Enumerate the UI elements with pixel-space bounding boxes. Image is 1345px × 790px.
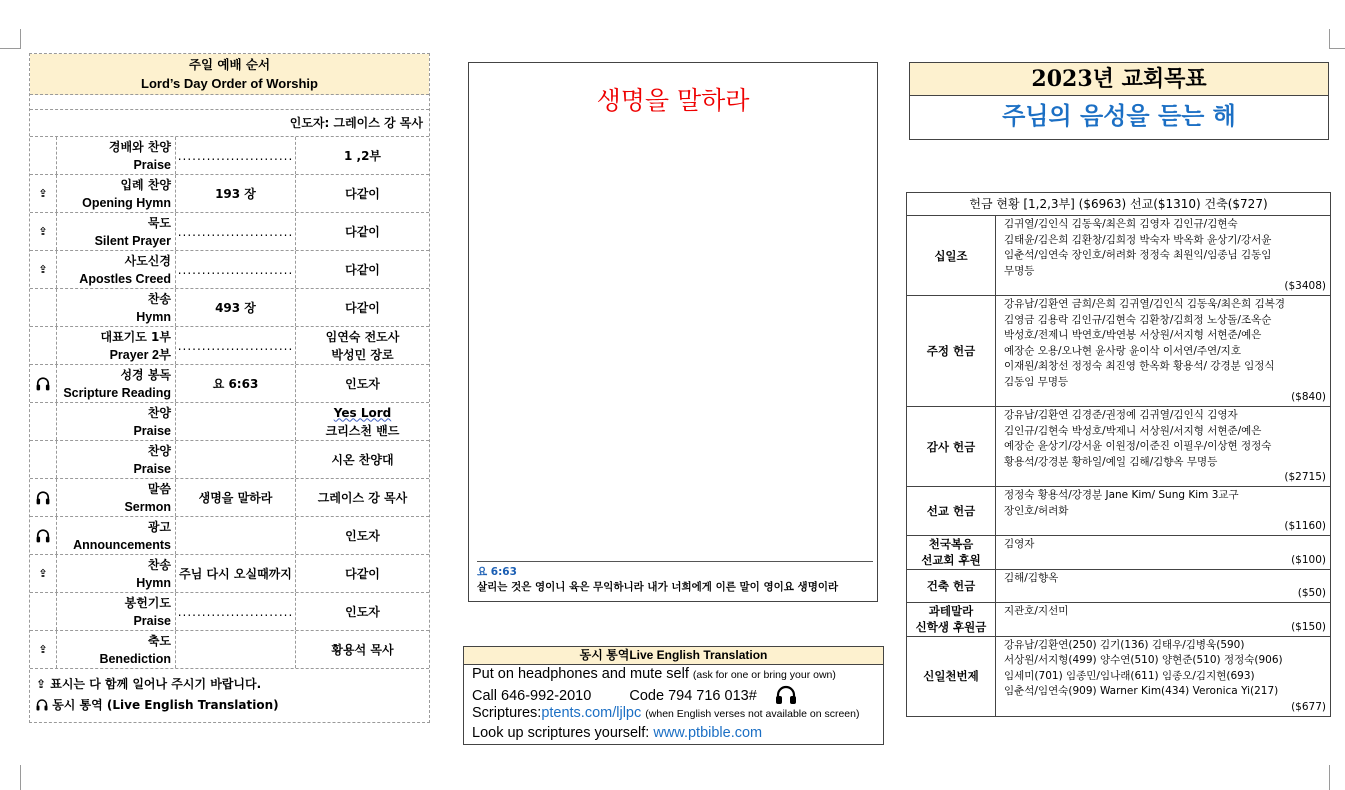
offering-donors xyxy=(996,570,1330,603)
worship-row xyxy=(30,441,429,479)
row-name-cell xyxy=(57,365,176,402)
crop-mark xyxy=(1329,765,1330,790)
row-name-ko: 성경 봉독 xyxy=(120,367,171,382)
row-detail: 주님 다시 오실때까지 xyxy=(176,555,296,592)
row-detail xyxy=(176,517,296,554)
call-info xyxy=(464,685,883,705)
row-name-en: Hymn xyxy=(136,309,171,324)
row-name-cell xyxy=(57,175,176,212)
row-detail xyxy=(176,441,296,478)
worship-row xyxy=(30,555,429,593)
row-name-en: Praise xyxy=(133,461,171,476)
offering-donor-line: 무명등 xyxy=(1004,264,1035,277)
offering-donors xyxy=(996,296,1330,406)
row-name-cell xyxy=(57,631,176,668)
row-name-cell xyxy=(57,403,176,440)
row-leader-cell xyxy=(296,441,429,478)
row-name-en: Opening Hymn xyxy=(82,195,171,210)
headphone-icon xyxy=(36,699,48,711)
row-name-ko: 봉헌기도 xyxy=(124,595,171,610)
worship-row xyxy=(30,479,429,517)
row-name-ko: 광고 xyxy=(147,519,171,534)
offering-donor-line: 강유남/김환연(250) 김기(136) 김태우/김병욱(590) xyxy=(1004,638,1245,651)
sermon-title: 생명을 말하라 xyxy=(596,86,750,115)
offering-donor-line: 지관호/지선미 xyxy=(1004,605,1069,617)
scriptures-link[interactable]: ptents.com/ljlpc xyxy=(541,705,642,721)
worship-title-en: Lord’s Day Order of Worship xyxy=(141,76,318,91)
row-name-ko: 찬송 xyxy=(147,291,171,306)
stand-icon: ⇪ xyxy=(38,187,48,200)
call-number: Call 646-992-2010 xyxy=(472,687,592,704)
row-detail: 요 6:63 xyxy=(176,365,296,402)
row-name-en: Scripture Reading xyxy=(63,385,171,400)
crop-mark xyxy=(20,29,21,49)
row-icon-cell xyxy=(30,289,57,326)
worship-row-person: Yes Lord xyxy=(333,405,392,420)
row-icon-cell xyxy=(30,555,57,592)
offering-table xyxy=(906,192,1331,717)
offering-category-line: 과테말라 xyxy=(928,604,974,619)
translation-note-text: 동시 통역 (Live English Translation) xyxy=(52,698,279,712)
row-name-cell xyxy=(57,251,176,288)
row-leader-cell xyxy=(296,631,429,668)
worship-row-person: 인도자 xyxy=(345,376,380,391)
bible-link[interactable]: www.ptbible.com xyxy=(653,724,763,741)
row-icon-cell xyxy=(30,403,57,440)
stand-icon: ⇪ xyxy=(38,225,48,238)
stand-icon: ⇪ xyxy=(36,677,47,691)
offering-row xyxy=(907,487,1330,536)
offering-donor-line: 임춘석/임연숙(909) Warner Kim(434) Veronica Yi(217) xyxy=(1004,685,1279,697)
offering-donor-line: 김인규/김현숙 박성호/박제니 서상원/서지형 서현준/예은 xyxy=(1004,424,1262,437)
verse-text: 살리는 것은 영이니 육은 무익하니라 내가 너희에게 이른 말이 영이요 생명이라 xyxy=(477,581,839,593)
row-name-en: Benediction xyxy=(99,651,171,666)
worship-row xyxy=(30,213,429,251)
call-code: Code 794 716 013# xyxy=(629,687,757,704)
offering-amount: ($150) xyxy=(1291,620,1326,633)
row-name-en: Praise xyxy=(133,157,171,172)
worship-row-person: 인도자 xyxy=(345,604,380,619)
worship-row-person: 다같이 xyxy=(345,224,380,239)
worship-title-ko: 주일 예배 순서 xyxy=(188,57,271,72)
row-name-ko: 찬송 xyxy=(147,557,171,572)
row-name-cell xyxy=(57,289,176,326)
row-leader-cell xyxy=(296,175,429,212)
headphone-icon xyxy=(775,685,797,705)
row-detail: ........................ xyxy=(176,137,296,174)
row-name-cell xyxy=(57,441,176,478)
offering-donor-line: 장인호/허려화 xyxy=(1004,504,1069,517)
offering-donor-line: 예장순 윤상기/강서윤 이원정/이준진 이필우/이상현 정정숙 xyxy=(1004,440,1272,452)
row-name-cell xyxy=(57,137,176,174)
row-icon-cell xyxy=(30,251,57,288)
worship-row xyxy=(30,251,429,289)
row-icon-cell xyxy=(30,631,57,668)
row-name-cell xyxy=(57,327,176,364)
worship-row xyxy=(30,593,429,631)
offering-amount: ($50) xyxy=(1297,587,1326,599)
worship-row xyxy=(30,403,429,441)
offering-category-line: 신일천번제 xyxy=(923,669,979,683)
offering-row xyxy=(907,536,1330,570)
offering-donor-line: 예장순 오용/오나현 윤사랑 윤이삭 이서연/주연/지호 xyxy=(1004,344,1241,357)
offering-category-line: 천국복음 xyxy=(928,537,974,552)
stand-icon: ⇪ xyxy=(38,643,48,656)
crop-mark xyxy=(0,48,20,49)
crop-mark xyxy=(20,765,21,790)
row-detail xyxy=(176,631,296,668)
row-leader-cell xyxy=(296,593,429,630)
offering-category-line: 주정 헌금 xyxy=(926,344,976,358)
offering-category xyxy=(907,637,996,716)
offering-category-line: 선교 헌금 xyxy=(926,504,976,518)
headphone-icon xyxy=(36,529,50,543)
headphone-icon xyxy=(36,491,50,505)
row-name-ko: 사도신경 xyxy=(124,253,171,268)
spacer-row xyxy=(30,95,429,110)
verse-reference: 요 6:63 xyxy=(477,566,517,578)
worship-row xyxy=(30,327,429,365)
live-translation-header: 동시 통역Live English Translation xyxy=(464,647,883,665)
row-icon-cell xyxy=(30,175,57,212)
stand-note xyxy=(36,674,423,695)
offering-donor-line: 임춘석/임연숙 장인호/허려화 정정숙 최원익/임종님 김동임 xyxy=(1004,249,1272,261)
offering-category-line: 신학생 후원금 xyxy=(915,620,987,635)
worship-row-person: 박성민 장로 xyxy=(331,347,394,362)
offering-donor-line: 강유남/김환연 금희/은희 김귀열/김인식 김동욱/최은희 김복경 xyxy=(1004,298,1286,310)
offering-category-line: 건축 헌금 xyxy=(926,578,976,593)
offering-donor-line: 김영금 김용락 김인규/김현숙 김환창/김희정 노상돌/조옥순 xyxy=(1004,313,1272,326)
row-detail: ........................ xyxy=(176,251,296,288)
worship-row xyxy=(30,631,429,669)
offering-donor-line: 김동임 무명등 xyxy=(1004,375,1069,388)
worship-row-person: 1 ,2부 xyxy=(343,148,382,163)
row-leader-cell xyxy=(296,403,429,440)
worship-row-person: 다같이 xyxy=(345,300,380,315)
row-icon-cell xyxy=(30,441,57,478)
bible-link-line xyxy=(464,724,883,744)
row-leader-cell xyxy=(296,251,429,288)
row-name-ko: 입례 찬양 xyxy=(120,177,171,192)
offering-donor-line: 김귀열/김인식 김동욱/최은희 김영자 김인규/김현숙 xyxy=(1004,218,1238,230)
offering-amount: ($3408) xyxy=(1284,280,1326,292)
offering-category xyxy=(907,407,996,486)
offering-donors xyxy=(996,487,1330,535)
row-name-en: Apostles Creed xyxy=(79,271,171,286)
row-name-en: Praise xyxy=(133,613,171,628)
offering-donors xyxy=(996,603,1330,636)
row-name-cell xyxy=(57,555,176,592)
offering-donor-line: 김해/김향옥 xyxy=(1004,571,1059,584)
worship-row-person: 황용석 목사 xyxy=(331,642,394,657)
row-leader-cell xyxy=(296,555,429,592)
sermon-box xyxy=(468,62,878,602)
row-name-ko: 묵도 xyxy=(147,215,171,230)
offering-row xyxy=(907,296,1330,407)
row-leader-cell xyxy=(296,479,429,516)
offering-amount: ($840) xyxy=(1291,391,1326,403)
row-icon-cell xyxy=(30,213,57,250)
worship-row-person: 크리스천 밴드 xyxy=(325,423,400,438)
bible-label: Look up scriptures yourself: xyxy=(472,724,650,741)
crop-mark xyxy=(1330,48,1345,49)
offering-donor-line: 정정숙 황용석/강경분 Jane Kim/ Sung Kim 3교구 xyxy=(1004,489,1239,501)
row-detail: ........................ xyxy=(176,593,296,630)
row-leader-cell xyxy=(296,517,429,554)
row-detail xyxy=(176,403,296,440)
offering-donor-line: 박성호/전제니 박연호/박연봉 서상원/서지형 서현준/예은 xyxy=(1004,329,1262,341)
worship-row-person: 다같이 xyxy=(345,566,380,581)
row-detail: ........................ xyxy=(176,327,296,364)
offering-row xyxy=(907,603,1330,637)
row-leader-cell xyxy=(296,213,429,250)
worship-row-person: 시온 찬양대 xyxy=(331,452,394,467)
crop-mark xyxy=(1329,29,1330,49)
offering-donors xyxy=(996,536,1330,569)
worship-rows xyxy=(30,137,429,669)
row-icon-cell xyxy=(30,517,57,554)
offering-category xyxy=(907,487,996,535)
offering-donor-line: 황용석/강경분 황하일/예일 김해/김향옥 무명등 xyxy=(1004,455,1218,468)
scriptures-label: Scriptures: xyxy=(472,705,542,721)
offering-donors xyxy=(996,407,1330,486)
offering-donor-line: 강유남/김환연 김경준/권정예 김귀열/김인식 김영자 xyxy=(1004,409,1238,421)
offering-donor-line: 김영자 xyxy=(1004,538,1035,550)
translation-note xyxy=(36,695,423,716)
row-name-en: Praise xyxy=(133,423,171,438)
offering-amount: ($1160) xyxy=(1284,520,1326,532)
offering-category-line: 선교회 후원 xyxy=(921,553,981,568)
headphone-icon xyxy=(36,377,50,391)
row-icon-cell xyxy=(30,365,57,402)
offering-donor-line: 임세미(701) 임종민/임나래(611) 임종오/김지현(693) xyxy=(1004,669,1255,682)
row-name-en: Announcements xyxy=(73,537,171,552)
row-name-en: Hymn xyxy=(136,575,171,590)
row-leader-cell xyxy=(296,365,429,402)
worship-row-person: 인도자 xyxy=(345,528,380,543)
row-name-cell xyxy=(57,479,176,516)
goal-theme: 주님의 음성을 듣는 해 xyxy=(1002,102,1236,130)
worship-row xyxy=(30,289,429,327)
worship-leader: 인도자: 그레이스 강 목사 xyxy=(30,110,429,137)
row-icon-cell xyxy=(30,327,57,364)
row-icon-cell xyxy=(30,593,57,630)
row-name-cell xyxy=(57,517,176,554)
row-name-ko: 찬양 xyxy=(147,405,171,420)
offering-row xyxy=(907,637,1330,716)
offering-donor-line: 서상원/서지형(499) 양수연(510) 양현준(510) 정정숙(906) xyxy=(1004,654,1283,666)
stand-icon: ⇪ xyxy=(38,567,48,580)
worship-row-person: 임연숙 전도사 xyxy=(325,329,400,344)
instruction-note: (ask for one or bring your own) xyxy=(692,669,836,681)
row-name-en: Sermon xyxy=(124,499,171,514)
worship-footnote xyxy=(30,669,429,722)
offering-row xyxy=(907,570,1330,604)
stand-note-text: 표시는 다 함께 일어나 주시기 바랍니다. xyxy=(50,677,262,691)
stand-icon: ⇪ xyxy=(38,263,48,276)
row-name-en: Prayer 2부 xyxy=(109,347,171,362)
instruction-main: Put on headphones and mute self xyxy=(472,666,689,682)
row-name-en: Silent Prayer xyxy=(94,233,171,248)
row-detail: 생명을 말하라 xyxy=(176,479,296,516)
offering-amount: ($677) xyxy=(1291,700,1326,713)
row-leader-cell xyxy=(296,289,429,326)
row-name-ko: 경배와 찬양 xyxy=(108,139,171,154)
worship-title xyxy=(30,54,429,95)
offering-amount: ($2715) xyxy=(1284,471,1326,483)
scriptures-note: (when English verses not available on screen) xyxy=(645,708,860,720)
offering-category-line: 십일조 xyxy=(934,248,968,263)
worship-row-person: 다같이 xyxy=(345,262,380,277)
row-detail: 493 장 xyxy=(176,289,296,326)
offering-category xyxy=(907,296,996,406)
headphone-instruction xyxy=(464,665,883,685)
church-goal-box xyxy=(909,62,1329,140)
worship-row-person: 그레이스 강 목사 xyxy=(317,490,408,505)
offering-header: 헌금 현황 [1,2,3부] ($6963) 선교($1310) 건축($727) xyxy=(907,193,1330,216)
worship-row-person: 다같이 xyxy=(345,186,380,201)
row-name-ko: 말씀 xyxy=(147,481,171,496)
row-detail: 193 장 xyxy=(176,175,296,212)
offering-row xyxy=(907,407,1330,487)
offering-row xyxy=(907,216,1330,296)
row-name-cell xyxy=(57,213,176,250)
offering-donor-line: 이재원/최창선 정정숙 최진영 한옥화 황용석/ 강경분 임정식 xyxy=(1004,360,1275,372)
offering-rows xyxy=(907,216,1330,716)
worship-row xyxy=(30,517,429,555)
offering-category xyxy=(907,216,996,295)
offering-category-line: 감사 헌금 xyxy=(926,439,976,454)
worship-order-table xyxy=(29,53,430,723)
row-icon-cell xyxy=(30,479,57,516)
scriptures-link-line xyxy=(464,704,883,724)
offering-category xyxy=(907,536,996,569)
live-translation-box xyxy=(463,646,884,745)
worship-row xyxy=(30,175,429,213)
row-name-ko: 대표기도 1부 xyxy=(100,329,171,344)
offering-category xyxy=(907,603,996,636)
offering-donor-line: 김태윤/김은희 김환창/김희정 박숙자 박옥화 윤상기/강서윤 xyxy=(1004,233,1272,246)
offering-category xyxy=(907,570,996,603)
worship-row xyxy=(30,365,429,403)
row-leader-cell xyxy=(296,137,429,174)
row-icon-cell xyxy=(30,137,57,174)
row-name-cell xyxy=(57,593,176,630)
row-name-ko: 찬양 xyxy=(147,443,171,458)
sermon-verse xyxy=(477,561,873,595)
offering-amount: ($100) xyxy=(1291,553,1326,566)
offering-donors xyxy=(996,216,1330,295)
row-detail: ........................ xyxy=(176,213,296,250)
worship-row xyxy=(30,137,429,175)
goal-year-title: 2023년 교회목표 xyxy=(910,63,1328,96)
offering-donors xyxy=(996,637,1330,716)
row-leader-cell xyxy=(296,327,429,364)
row-name-ko: 축도 xyxy=(147,633,171,648)
